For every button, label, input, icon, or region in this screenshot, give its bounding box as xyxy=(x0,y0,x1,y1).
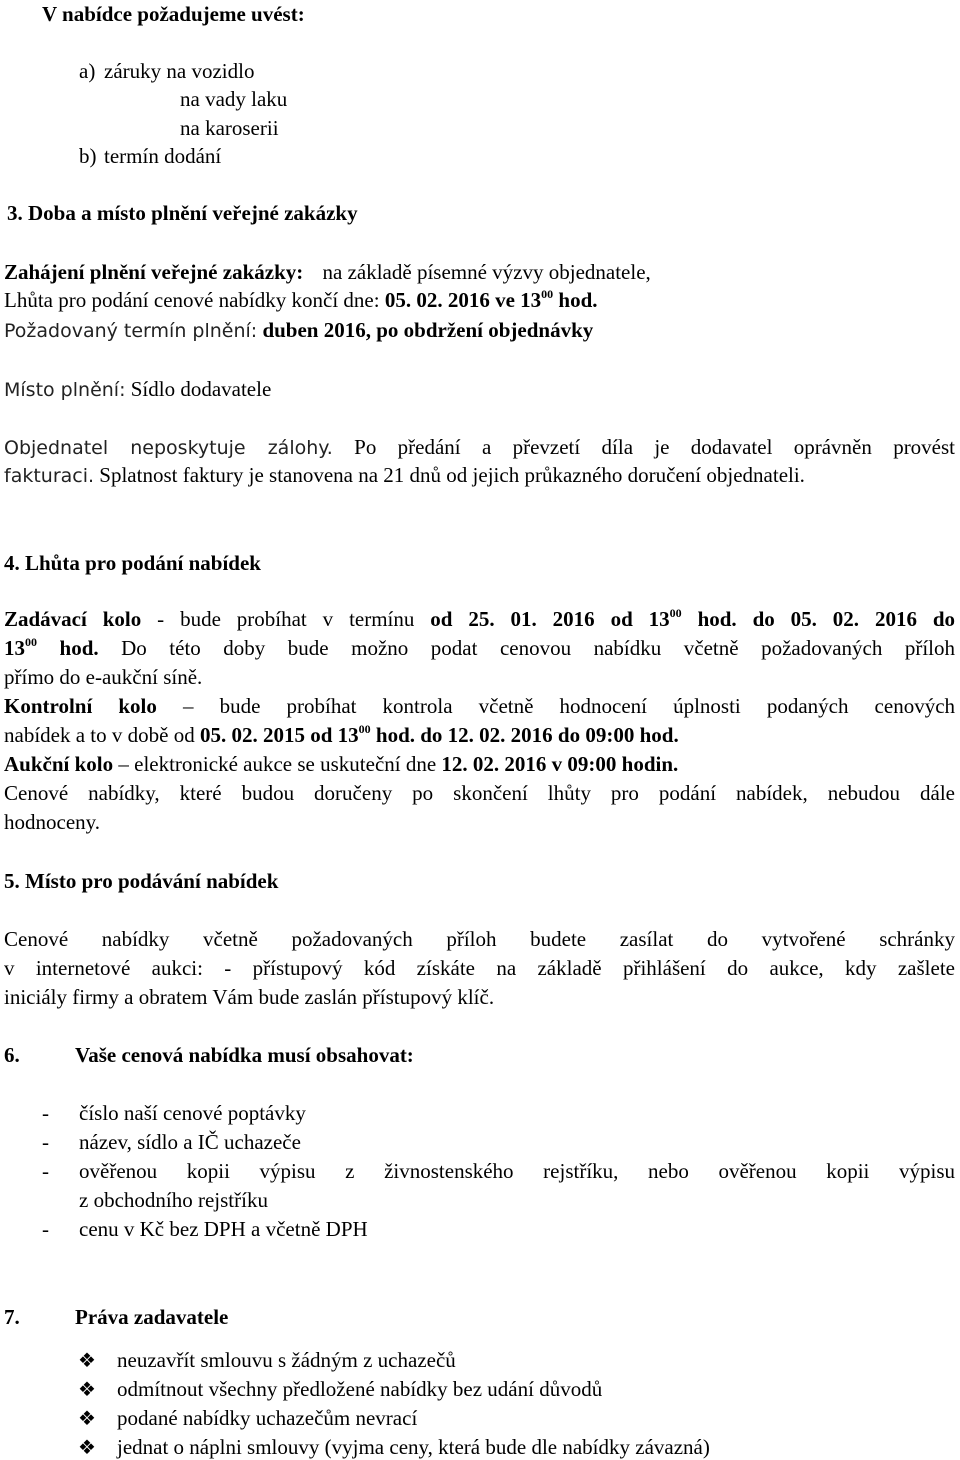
place-label: Místo plnění: xyxy=(4,379,126,401)
bidding-round-line-3: přímo do e-aukční síně. xyxy=(4,665,203,689)
list-item: odmítnout všechny předložené nabídky bez udání důvodů xyxy=(117,1377,603,1401)
late-offers-line-2: hodnoceny. xyxy=(4,810,101,834)
place-of-performance xyxy=(4,379,271,400)
performance-start-value: na základě písemné výzvy objednatele, xyxy=(322,260,651,284)
list-item: cenu v Kč bez DPH a včetně DPH xyxy=(79,1217,368,1241)
offer-deadline-tail: hod. xyxy=(558,288,598,312)
control-round-text: – bude probíhat kontrola včetně hodnocení úplnosti podaných cenových xyxy=(183,694,956,718)
list-dash: - xyxy=(42,1101,49,1125)
list-item: název, sídlo a IČ uchazeče xyxy=(79,1130,301,1154)
bidding-round-line-1 xyxy=(4,606,956,631)
invoice-right-text: Po předání a převzetí díla je dodavatel oprávněn provést xyxy=(354,435,956,459)
list-item-continuation: z obchodního rejstříku xyxy=(79,1188,268,1212)
bidding-round-note: Do této doby bude možno podat cenovou nabídku včetně požadovaných příloh xyxy=(121,636,956,660)
invoice-due-text: Splatnost faktury je stanovena na 21 dnů od jejich průkazného doručení objednateli. xyxy=(99,463,805,487)
warranty-item-a: záruky na vozidlo xyxy=(104,59,255,83)
section-4-heading: 4. Lhůta pro podání nabídek xyxy=(4,551,261,575)
offer-requirements-heading: V nabídce požadujeme uvést: xyxy=(42,2,305,26)
control-round-line-2 xyxy=(4,722,679,747)
auction-round-label: Aukční kolo xyxy=(4,752,114,776)
diamond-bullet-icon: ❖ xyxy=(78,1348,96,1372)
offer-deadline-label: Lhůta pro podání cenové nabídky končí dne: xyxy=(4,288,380,312)
warranty-item-a-body: na karoserii xyxy=(180,116,279,140)
list-item: podané nabídky uchazečům nevrací xyxy=(117,1406,418,1430)
warranty-prefix-b: b) xyxy=(79,144,97,168)
control-round-label: Kontrolní kolo xyxy=(4,694,157,718)
submission-line-2: v internetové aukci: - přístupový kód získáte na základě přihlášení do aukce, kdy zašlete xyxy=(4,956,955,980)
list-dash: - xyxy=(42,1159,49,1183)
diamond-bullet-icon: ❖ xyxy=(78,1377,96,1401)
required-term-value: duben 2016, po obdržení objednávky xyxy=(262,318,594,342)
control-round-line-1 xyxy=(4,696,955,717)
no-advance-text: Objednatel neposkytuje zálohy. xyxy=(4,437,333,459)
warranty-prefix-a: a) xyxy=(79,59,96,83)
list-item: ověřenou kopii výpisu z živnostenského rejstříku, nebo ověřenou kopii výpisu xyxy=(79,1159,955,1183)
invoicing-word: fakturaci. xyxy=(4,465,95,487)
list-dash: - xyxy=(42,1130,49,1154)
section-6-number: 6. xyxy=(4,1043,20,1067)
bidding-round-date-1: od 25. 01. 2016 od 13 xyxy=(430,607,670,631)
bidding-round-sup-2: 00 xyxy=(25,635,37,649)
bidding-round-date-3: 13 xyxy=(4,636,25,660)
payment-line-2 xyxy=(4,465,805,486)
list-item: neuzavřít smlouvu s žádným z uchazečů xyxy=(117,1348,456,1372)
section-3-heading: 3. Doba a místo plnění veřejné zakázky xyxy=(7,201,358,225)
auction-round xyxy=(4,754,678,775)
control-round-date-2: hod. do 12. 02. 2016 do 09:00 hod. xyxy=(375,723,679,747)
list-item: jednat o náplni smlouvy (vyjma ceny, která bude dle nabídky závazná) xyxy=(117,1435,710,1459)
list-item: číslo naší cenové poptávky xyxy=(79,1101,306,1125)
list-dash: - xyxy=(42,1217,49,1241)
auction-round-text: – elektronické aukce se uskuteční dne xyxy=(118,752,437,776)
section-6-heading: Vaše cenová nabídka musí obsahovat: xyxy=(75,1043,414,1067)
offer-deadline-date: 05. 02. 2016 ve 13 xyxy=(384,288,542,312)
bidding-round-line-2 xyxy=(4,635,956,660)
section-7-number: 7. xyxy=(4,1305,20,1329)
auction-round-date: 12. 02. 2016 v 09:00 hodin. xyxy=(441,752,679,776)
control-round-period: nabídek a to v době od xyxy=(4,723,195,747)
place-value: Sídlo dodavatele xyxy=(130,377,272,401)
submission-line-3: iniciály firmy a obratem Vám bude zaslán přístupový klíč. xyxy=(4,985,495,1009)
diamond-bullet-icon: ❖ xyxy=(78,1435,96,1459)
required-term xyxy=(4,320,593,341)
bidding-round-date-4: hod. xyxy=(59,636,99,660)
section-5-heading: 5. Místo pro podávání nabídek xyxy=(4,869,279,893)
late-offers-line-1: Cenové nabídky, které budou doručeny po skončení lhůty pro podání nabídek, nebudou dále xyxy=(4,781,955,805)
offer-deadline xyxy=(4,287,598,312)
control-round-date-1: 05. 02. 2015 od 13 xyxy=(199,723,359,747)
offer-deadline-sup: 00 xyxy=(541,287,554,301)
bidding-round-date-2: hod. do 05. 02. 2016 do xyxy=(697,607,956,631)
warranty-item-b: termín dodání xyxy=(104,144,222,168)
required-term-label: Požadovaný termín plnění: xyxy=(4,320,258,342)
bidding-round-label: Zadávací kolo xyxy=(4,607,142,631)
control-round-sup: 00 xyxy=(358,722,371,736)
performance-start-label: Zahájení plnění veřejné zakázky: xyxy=(4,260,304,284)
payment-line-1 xyxy=(4,437,955,458)
warranty-item-a-paint: na vady laku xyxy=(180,87,288,111)
bidding-round-text: - bude probíhat v termínu xyxy=(157,607,415,631)
section-7-heading: Práva zadavatele xyxy=(75,1305,229,1329)
diamond-bullet-icon: ❖ xyxy=(78,1406,96,1430)
bidding-round-sup-1: 00 xyxy=(669,606,682,620)
performance-start xyxy=(4,262,651,283)
submission-line-1: Cenové nabídky včetně požadovaných příloh budete zasílat do vytvořené schránky xyxy=(4,927,955,951)
